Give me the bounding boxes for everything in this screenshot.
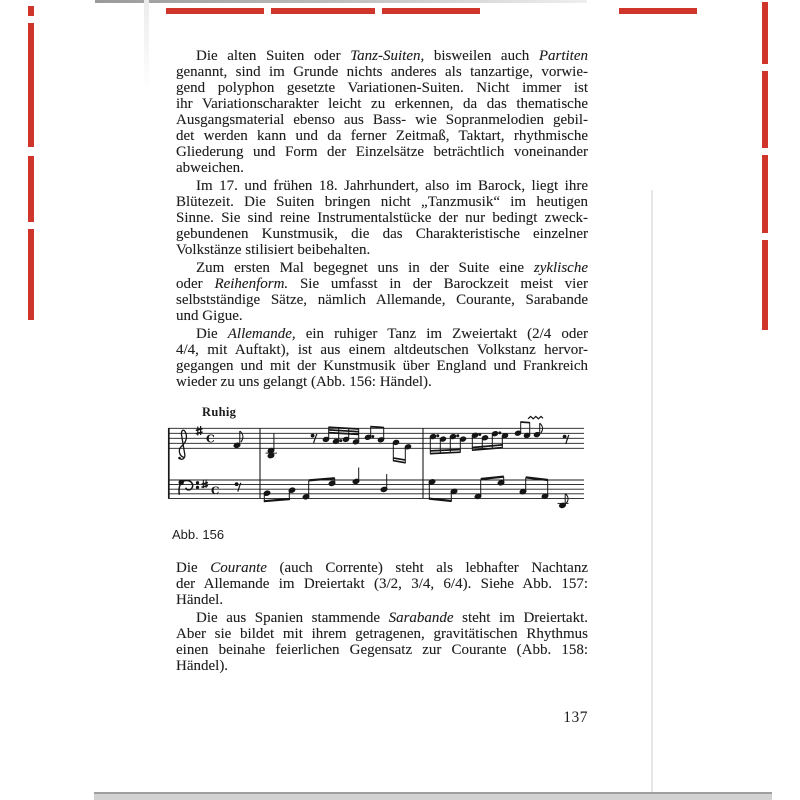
body-text-bottom	[176, 560, 588, 674]
bass-clef-icon	[179, 480, 199, 495]
music-figure	[166, 415, 586, 523]
text-line: Zum ersten Mal begegnet uns in der Suite eine zyklische	[196, 260, 588, 276]
text-line: gegangen und mit der Kunstmusik über England und Frankreich	[176, 358, 588, 374]
text-line: ihr Variationscharakter leicht zu erkennen, da das thematische	[176, 96, 588, 112]
text-line: Aber sie bildet mit ihrem getragenen, gravitätischen Rhythmus	[176, 626, 588, 642]
text-line: Im 17. und frühen 18. Jahrhundert, also im Barock, liegt ihre	[196, 178, 588, 194]
text-line: wieder zu uns gelangt (Abb. 156: Händel).	[176, 374, 432, 390]
bass-notes	[235, 468, 568, 509]
paragraph	[176, 560, 588, 608]
text-line: Händel.	[176, 592, 224, 608]
paragraph	[176, 260, 588, 324]
paragraph	[176, 178, 588, 258]
text-line: einen beinahe feierlichen Gegensatz zur Courante (Abb. 158:	[176, 642, 588, 658]
scan-smudge	[144, 0, 149, 92]
text-line: Gliederung und Form der Einzelsätze beträchtlich voneinander	[176, 144, 588, 160]
paragraph	[176, 48, 588, 176]
text-line: Ausgangsmaterial ebenso aus Bass- wie Sopranmelodien gebil-	[176, 112, 588, 128]
text-line: und Gigue.	[176, 308, 243, 324]
text-line: gend polyphon gesetzte Variationen-Suiten. Nicht immer ist	[176, 80, 588, 96]
bass-key-signature	[202, 479, 209, 488]
treble-time-signature: C	[206, 432, 215, 446]
text-line: Die aus Spanien stammende Sarabande steht im Dreiertakt.	[196, 610, 588, 626]
text-line: selbstständige Sätze, nämlich Allemande, Courante, Sarabande	[176, 292, 588, 308]
text-line: genannt, sind im Grunde nichts anderes als tanzartige, vorwie-	[176, 64, 588, 80]
page-number: 137	[563, 709, 588, 726]
paragraph	[176, 326, 588, 390]
staff-lines	[168, 428, 584, 498]
text-line: oder Reihenform. Sie umfasst in der Barockzeit meist vier	[176, 276, 589, 292]
bass-time-signature: C	[211, 484, 220, 497]
text-line: Sinne. Sie sind reine Instrumentalstücke der nur bedingt zweck-	[176, 210, 588, 226]
text-line: abweichen.	[176, 160, 244, 176]
text-line: der Allemande im Dreiertakt (3/2, 3/4, 6/4). Siehe Abb. 157:	[176, 576, 588, 592]
trill-icon	[528, 416, 543, 418]
text-line: Händel).	[176, 658, 229, 674]
text-line: 4/4, mit Auftakt), ist aus einem altdeutschen Volkstanz hervor-	[176, 342, 588, 358]
scan-edge-top	[95, 0, 587, 3]
text-line: Die alten Suiten oder Tanz-Suiten, bisweilen auch Partiten	[196, 48, 588, 64]
text-line: Die Courante (auch Corrente) steht als lebhafter Nachtanz	[176, 560, 588, 576]
tempo-label: Ruhig	[202, 405, 237, 419]
treble-notes	[233, 416, 568, 463]
scan-edge-bottom	[94, 792, 772, 800]
treble-key-signature	[196, 426, 203, 436]
text-line: gebundenen Kunstmusik, die das Charakteristische einzelner	[176, 226, 588, 242]
page-edge-line	[651, 190, 653, 792]
body-text-top	[176, 48, 588, 390]
text-line: Die Allemande, ein ruhiger Tanz im Zweiertakt (2/4 oder	[196, 326, 588, 342]
paragraph	[176, 610, 588, 674]
text-line: det werden kann und da ferner Zeitmaß, Taktart, rhythmische	[176, 128, 588, 144]
text-line: Volkstänze stilisiert beibehalten.	[176, 242, 371, 258]
treble-clef-icon	[178, 430, 186, 459]
figure-caption: Abb. 156	[172, 527, 225, 542]
text-line: Blütezeit. Die Suiten bringen nicht „Tanzmusik“ im heutigen	[176, 194, 588, 210]
